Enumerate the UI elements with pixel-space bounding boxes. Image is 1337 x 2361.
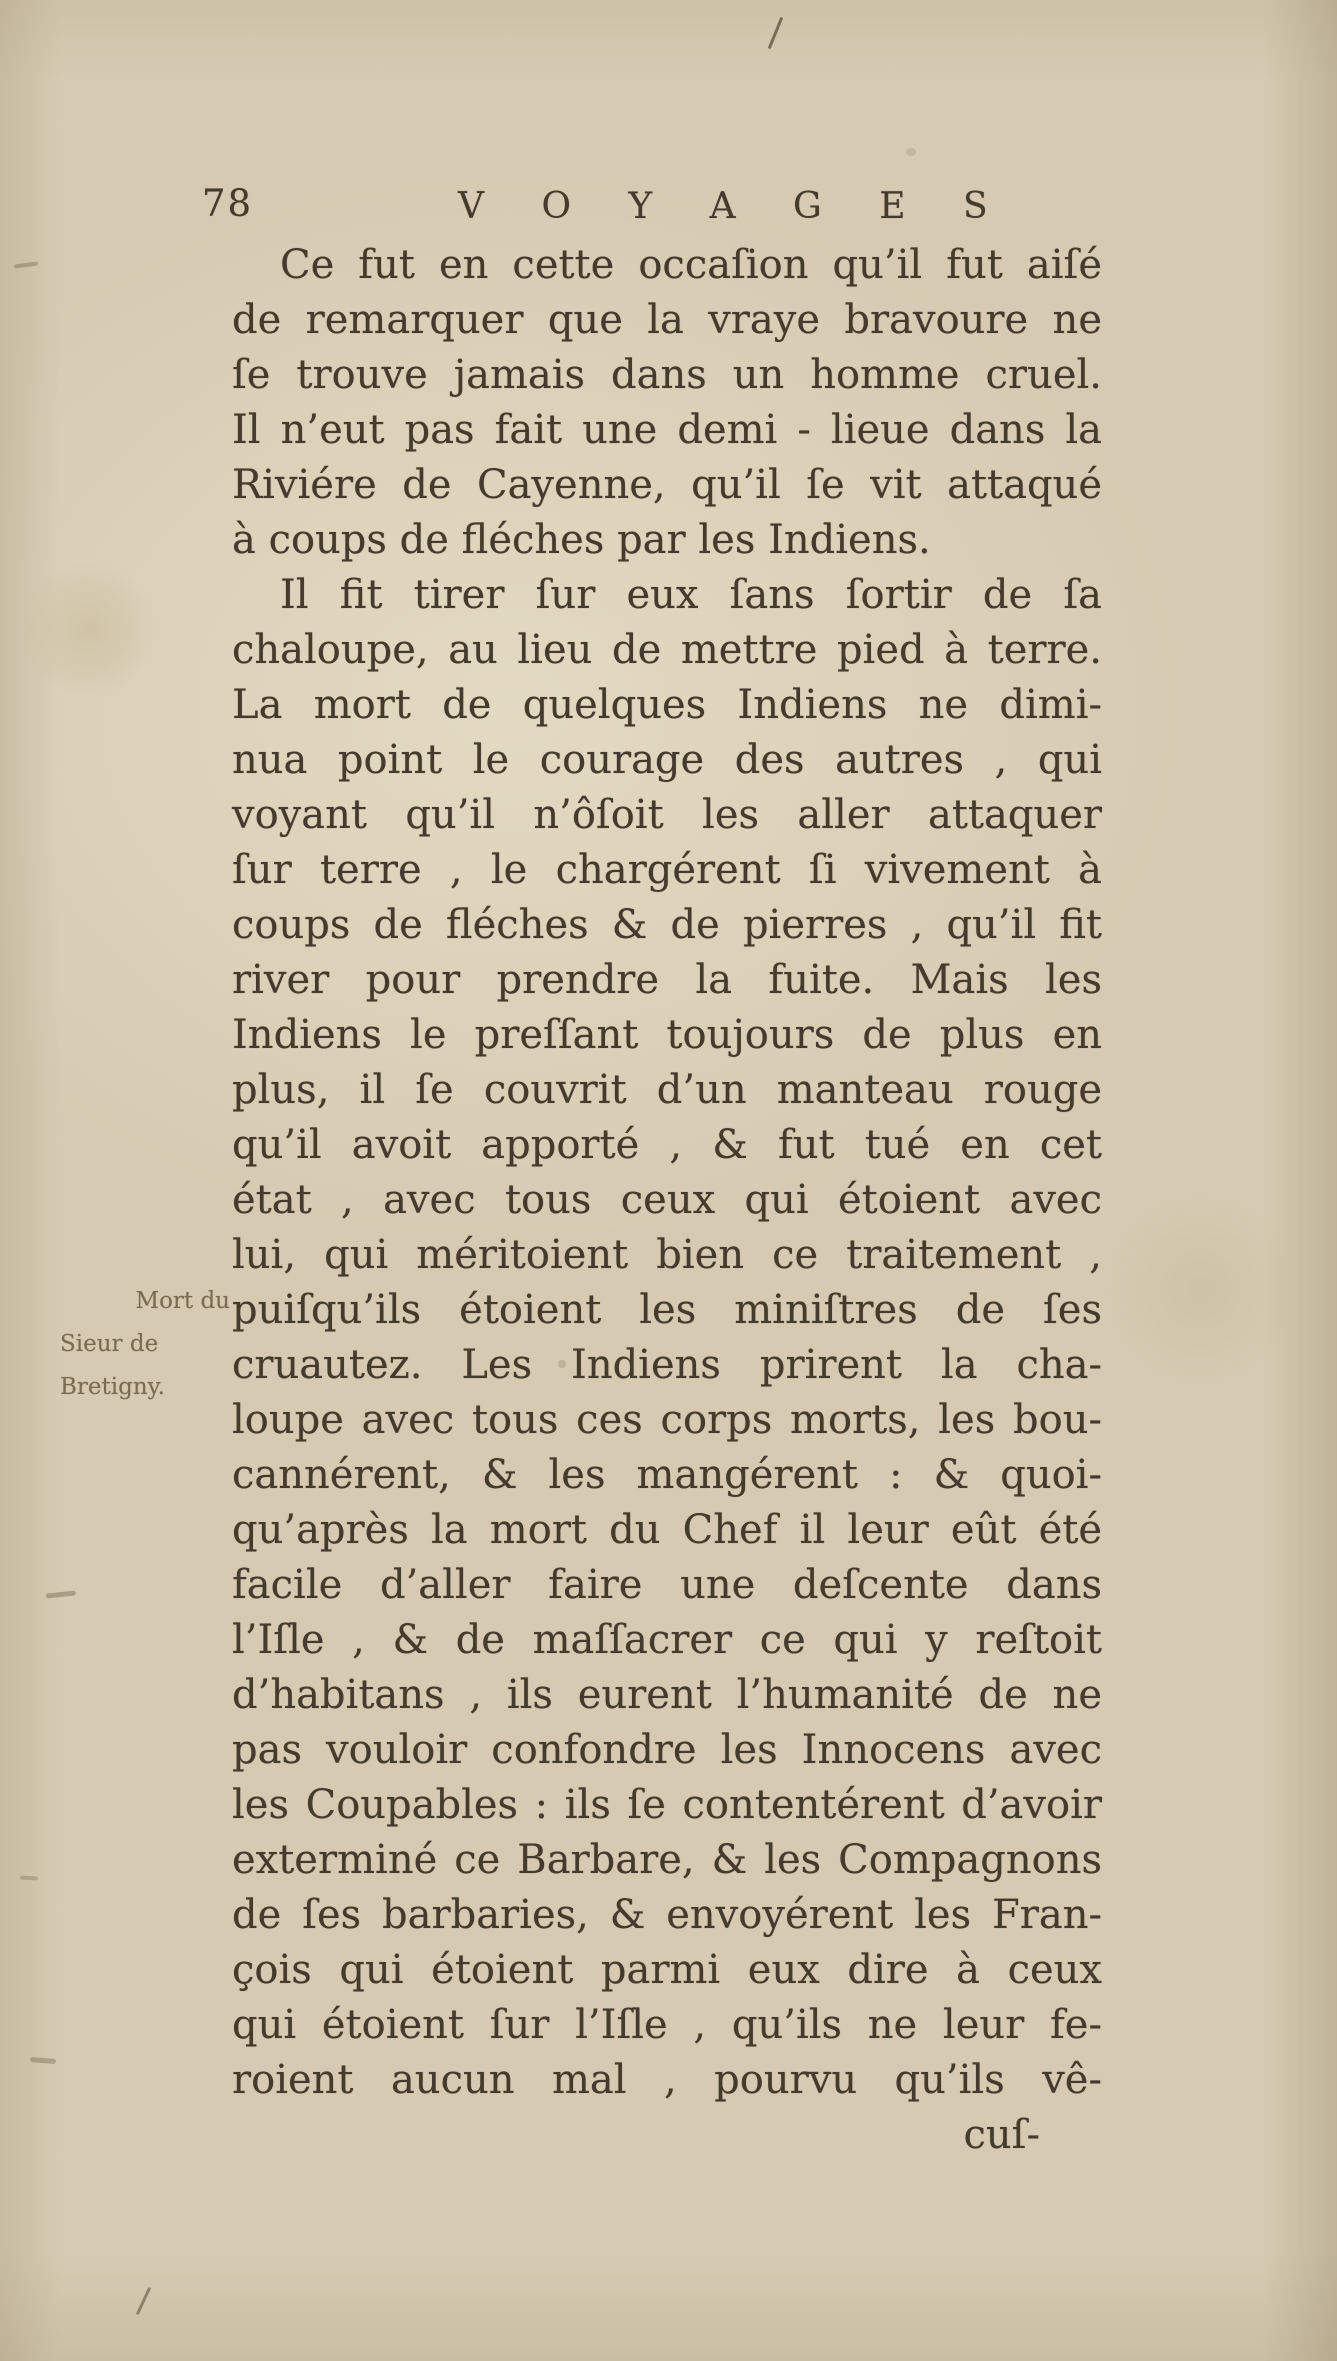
ink-mark [136, 2287, 151, 2315]
text-line: exterminé ce Barbare, & les Compagnons [232, 1837, 1102, 1883]
paper-speck [906, 148, 916, 156]
text-line: l’Iſle , & de maſſacrer ce qui y reſtoit [232, 1617, 1102, 1663]
text-line: qu’il avoit apporté , & fut tué en cet [232, 1122, 1102, 1168]
text-line: Ce fut en cette occaſion qu’il fut aiſé [280, 242, 1102, 288]
margin-dash [20, 1876, 38, 1881]
text-line: qu’après la mort du Chef il leur eût été [232, 1507, 1102, 1553]
margin-note-line: Sieur de [60, 1331, 159, 1357]
text-line: lui, qui méritoient bien ce traitement , [232, 1232, 1102, 1278]
text-line: chaloupe, au lieu de mettre pied à terre. [232, 627, 1102, 673]
running-title: V O Y A G E S [458, 186, 1011, 227]
margin-note [60, 1280, 230, 1409]
margin-note-line: Mort du [135, 1288, 230, 1314]
text-line: état , avec tous ceux qui étoient avec [232, 1177, 1102, 1223]
ink-mark [768, 17, 784, 50]
text-line: cannérent, & les mangérent : & quoi- [232, 1452, 1102, 1498]
paper-stain [20, 560, 160, 700]
margin-note-line: Bretigny. [60, 1374, 165, 1400]
text-line: d’habitans , ils eurent l’humanité de ne [232, 1672, 1102, 1718]
text-line: roient aucun mal , pourvu qu’ils vê- [232, 2057, 1102, 2103]
text-line: river pour prendre la fuite. Mais les [232, 957, 1102, 1003]
text-line: de remarquer que la vraye bravoure ne [232, 297, 1102, 343]
text-line: loupe avec tous ces corps morts, les bou- [232, 1397, 1102, 1443]
text-line: coups de fléches & de pierres , qu’il fit [232, 902, 1102, 948]
paper-stain [1110, 1180, 1290, 1400]
text-line: facile d’aller faire une deſcente dans [232, 1562, 1102, 1608]
catchword: cuſ- [963, 2112, 1040, 2158]
margin-dash [46, 1590, 76, 1598]
text-line: La mort de quelques Indiens ne dimi- [232, 682, 1102, 728]
text-line: qui étoient ſur l’Iſle , qu’ils ne leur fe- [232, 2002, 1102, 2048]
text-line: Riviére de Cayenne, qu’il ſe vit attaqué [232, 462, 1102, 508]
text-line: de ſes barbaries, & envoyérent les Fran- [232, 1892, 1102, 1938]
text-line: çois qui étoient parmi eux dire à ceux [232, 1947, 1102, 1993]
text-line: les Coupables : ils ſe contentérent d’avoir [232, 1782, 1102, 1828]
text-line: Il n’eut pas fait une demi - lieue dans la [232, 407, 1102, 453]
text-line: voyant qu’il n’ôſoit les aller attaquer [232, 792, 1102, 838]
margin-dash [14, 261, 38, 268]
text-line: plus, il ſe couvrit d’un manteau rouge [232, 1067, 1102, 1113]
text-line: nua point le courage des autres , qui [232, 737, 1102, 783]
text-line: ſur terre , le chargérent ſi vivement à [232, 847, 1102, 893]
text-line: à coups de fléches par les Indiens. [232, 517, 931, 563]
body-text [232, 238, 1102, 2163]
text-line: pas vouloir confondre les Innocens avec [232, 1727, 1102, 1773]
text-line: ſe trouve jamais dans un homme cruel. [232, 352, 1102, 398]
text-line: Il fit tirer ſur eux ſans ſortir de ſa [280, 572, 1102, 618]
text-line: cruautez. Les Indiens prirent la cha- [232, 1342, 1102, 1388]
page-number: 78 [202, 182, 254, 225]
margin-dash [30, 2057, 56, 2064]
text-line: Indiens le preſſant toujours de plus en [232, 1012, 1102, 1058]
text-line: puiſqu’ils étoient les miniſtres de ſes [232, 1287, 1102, 1333]
